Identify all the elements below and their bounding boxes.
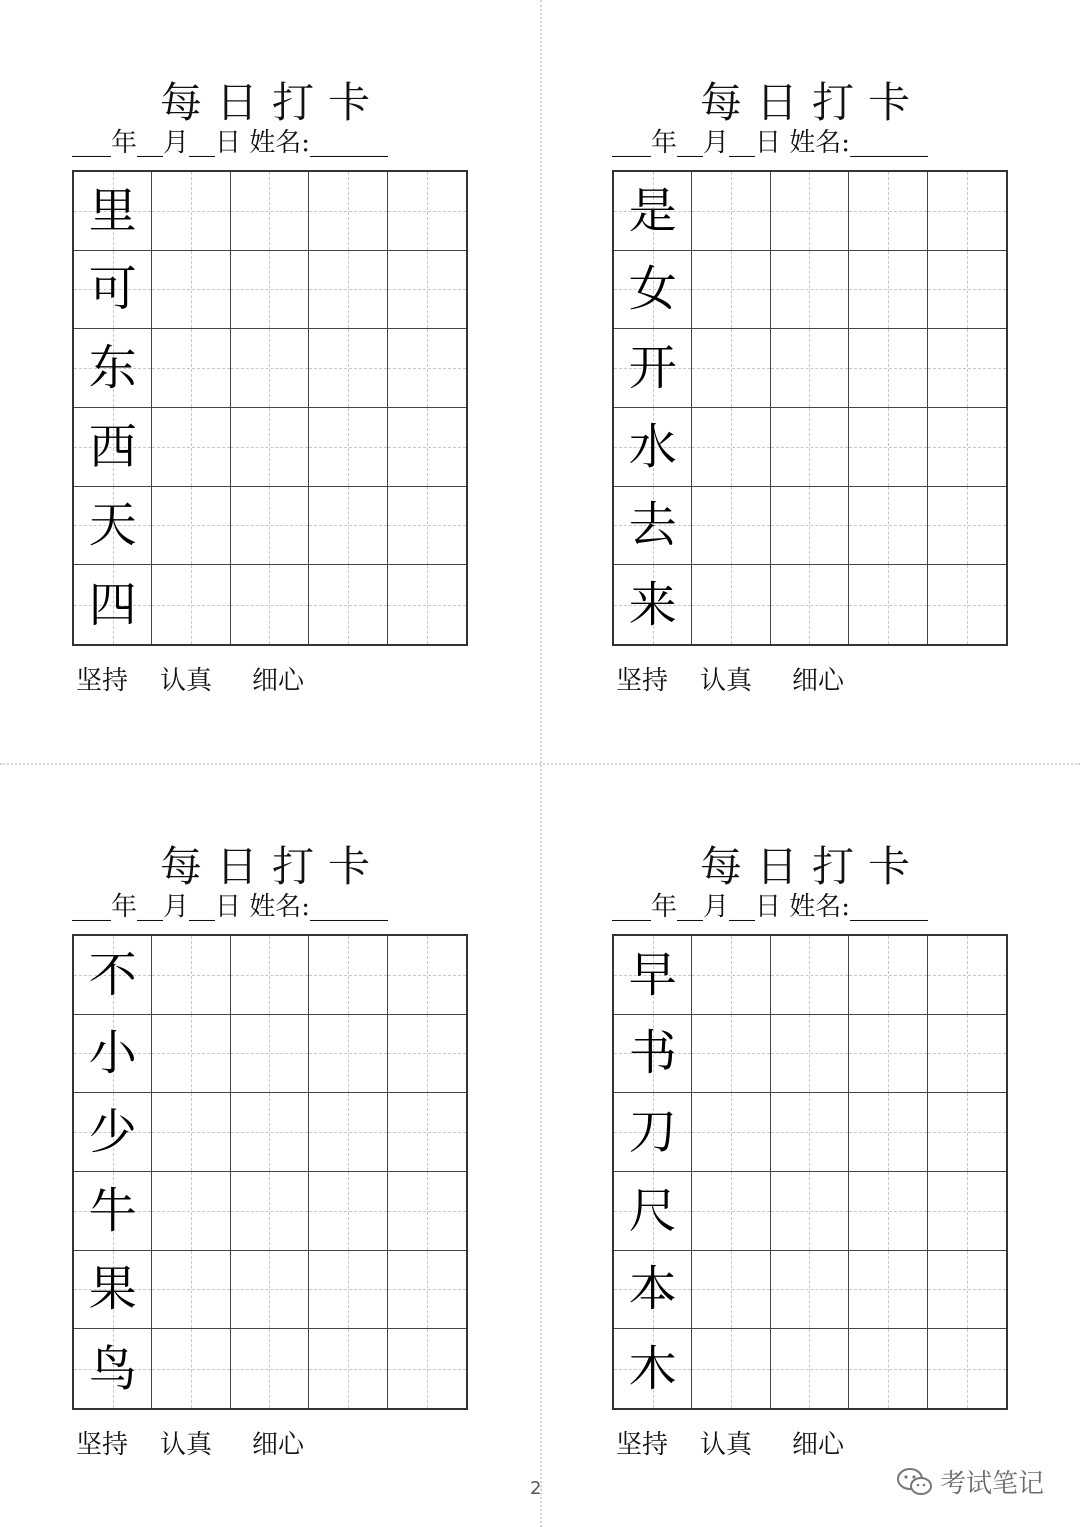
model-character: 天 <box>88 497 137 554</box>
model-character-cell <box>614 251 692 330</box>
practice-cell <box>849 1329 927 1408</box>
practice-cell <box>309 1329 387 1408</box>
practice-cell <box>771 1329 849 1408</box>
model-character: 牛 <box>88 1182 137 1239</box>
card-title: 每日打卡 <box>159 78 384 127</box>
practice-cell <box>692 1329 770 1408</box>
practice-cell <box>152 1251 230 1330</box>
practice-cell <box>152 172 230 251</box>
practice-cell <box>388 565 466 644</box>
practice-cell <box>309 487 387 566</box>
practice-cell <box>849 487 927 566</box>
practice-cell <box>231 936 309 1015</box>
model-character-cell <box>74 487 152 566</box>
motto-word: 细心 <box>792 666 845 696</box>
model-character: 书 <box>628 1025 677 1082</box>
practice-cell <box>309 565 387 644</box>
practice-cell <box>231 251 309 330</box>
motto-word: 坚持 <box>76 1430 129 1460</box>
practice-cell <box>849 565 927 644</box>
practice-cell <box>388 1093 466 1172</box>
model-character-cell <box>614 565 692 644</box>
practice-cell <box>152 408 230 487</box>
motto-line <box>616 660 844 697</box>
practice-cell <box>849 936 927 1015</box>
practice-cell <box>771 1172 849 1251</box>
motto-word: 认真 <box>160 1430 213 1460</box>
model-character: 果 <box>88 1261 137 1318</box>
motto-word: 细心 <box>252 666 305 696</box>
practice-card <box>72 842 472 1460</box>
practice-cell <box>388 1329 466 1408</box>
model-character: 尺 <box>628 1182 677 1239</box>
practice-cell <box>771 172 849 251</box>
model-character: 小 <box>88 1025 137 1082</box>
practice-cell <box>231 487 309 566</box>
practice-cell <box>231 1172 309 1251</box>
practice-cell <box>771 329 849 408</box>
practice-cell <box>231 329 309 408</box>
practice-cell <box>231 1251 309 1330</box>
writing-grid <box>612 170 1008 646</box>
model-character-cell <box>614 1251 692 1330</box>
motto-line <box>76 660 304 697</box>
practice-cell <box>388 487 466 566</box>
practice-cell <box>152 1329 230 1408</box>
date-name-line: ___年__月__日 姓名:______ <box>612 892 929 922</box>
motto-word: 认真 <box>160 666 213 696</box>
watermark <box>896 1463 1044 1500</box>
practice-cell <box>152 1093 230 1172</box>
practice-cell <box>388 329 466 408</box>
practice-cell <box>849 1251 927 1330</box>
watermark-text: 考试笔记 <box>940 1469 1045 1499</box>
practice-cell <box>771 1251 849 1330</box>
practice-cell <box>388 408 466 487</box>
model-character: 少 <box>88 1104 137 1161</box>
practice-cell <box>692 1251 770 1330</box>
model-character-cell <box>74 1251 152 1330</box>
motto-word: 认真 <box>700 666 753 696</box>
motto-line <box>76 1424 304 1461</box>
writing-grid <box>72 934 468 1410</box>
horizontal-cut-line <box>0 763 1080 765</box>
practice-cell <box>152 1172 230 1251</box>
practice-cell <box>928 172 1006 251</box>
wechat-icon <box>896 1466 934 1498</box>
practice-cell <box>849 1093 927 1172</box>
model-character: 可 <box>88 261 137 318</box>
practice-cell <box>771 1015 849 1094</box>
model-character: 里 <box>88 182 137 239</box>
model-character-cell <box>74 251 152 330</box>
practice-cell <box>231 1015 309 1094</box>
model-character-cell <box>74 1015 152 1094</box>
motto-word: 细心 <box>252 1430 305 1460</box>
practice-cell <box>692 487 770 566</box>
model-character-cell <box>74 1172 152 1251</box>
practice-cell <box>152 329 230 408</box>
practice-cell <box>928 1093 1006 1172</box>
practice-cell <box>771 1093 849 1172</box>
model-character-cell <box>74 408 152 487</box>
practice-cell <box>771 251 849 330</box>
practice-cell <box>309 172 387 251</box>
practice-cell <box>309 329 387 408</box>
model-character: 四 <box>88 576 137 633</box>
practice-cell <box>309 1015 387 1094</box>
practice-cell <box>388 172 466 251</box>
card-title: 每日打卡 <box>159 842 384 891</box>
model-character: 来 <box>628 576 677 633</box>
practice-card <box>612 78 1012 696</box>
practice-cell <box>771 936 849 1015</box>
model-character: 开 <box>628 340 677 397</box>
practice-cell <box>388 1015 466 1094</box>
practice-cell <box>309 1251 387 1330</box>
practice-cell <box>692 1172 770 1251</box>
model-character-cell <box>74 936 152 1015</box>
practice-card <box>72 78 472 696</box>
practice-cell <box>692 1093 770 1172</box>
motto-word: 认真 <box>700 1430 753 1460</box>
model-character: 去 <box>628 497 677 554</box>
practice-cell <box>771 565 849 644</box>
practice-cell <box>849 251 927 330</box>
model-character-cell <box>74 565 152 644</box>
practice-cell <box>928 251 1006 330</box>
practice-cell <box>152 936 230 1015</box>
model-character: 西 <box>88 418 137 475</box>
card-title: 每日打卡 <box>699 78 924 127</box>
model-character: 东 <box>88 340 137 397</box>
model-character: 本 <box>628 1261 677 1318</box>
practice-cell <box>928 1015 1006 1094</box>
practice-cell <box>928 1251 1006 1330</box>
model-character: 是 <box>628 182 677 239</box>
practice-cell <box>388 936 466 1015</box>
model-character-cell <box>614 329 692 408</box>
date-name-line: ___年__月__日 姓名:______ <box>72 892 389 922</box>
practice-cell <box>231 408 309 487</box>
practice-cell <box>309 251 387 330</box>
model-character: 鸟 <box>88 1340 137 1397</box>
writing-grid <box>612 934 1008 1410</box>
model-character: 刀 <box>628 1104 677 1161</box>
practice-cell <box>152 251 230 330</box>
practice-cell <box>849 329 927 408</box>
model-character: 女 <box>628 261 677 318</box>
writing-grid <box>72 170 468 646</box>
model-character-cell <box>614 487 692 566</box>
practice-cell <box>849 408 927 487</box>
model-character-cell <box>74 329 152 408</box>
practice-cell <box>692 1015 770 1094</box>
card-title: 每日打卡 <box>699 842 924 891</box>
practice-cell <box>388 251 466 330</box>
model-character-cell <box>614 1172 692 1251</box>
date-name-line: ___年__月__日 姓名:______ <box>612 128 929 158</box>
practice-cell <box>692 329 770 408</box>
practice-cell <box>231 1093 309 1172</box>
practice-cell <box>928 408 1006 487</box>
practice-cell <box>928 487 1006 566</box>
practice-cell <box>771 408 849 487</box>
page-number: 2 <box>530 1478 542 1499</box>
practice-cell <box>692 408 770 487</box>
practice-cell <box>231 1329 309 1408</box>
model-character: 早 <box>628 946 677 1003</box>
date-name-line: ___年__月__日 姓名:______ <box>72 128 389 158</box>
practice-cell <box>692 936 770 1015</box>
model-character: 木 <box>628 1340 677 1397</box>
practice-cell <box>849 172 927 251</box>
model-character-cell <box>614 408 692 487</box>
model-character-cell <box>614 1015 692 1094</box>
model-character: 水 <box>628 418 677 475</box>
motto-word: 坚持 <box>76 666 129 696</box>
practice-cell <box>388 1251 466 1330</box>
practice-cell <box>152 1015 230 1094</box>
practice-cell <box>152 487 230 566</box>
motto-word: 细心 <box>792 1430 845 1460</box>
motto-line <box>616 1424 844 1461</box>
model-character-cell <box>614 936 692 1015</box>
practice-cell <box>692 251 770 330</box>
practice-cell <box>771 487 849 566</box>
practice-cell <box>231 172 309 251</box>
model-character-cell <box>74 1329 152 1408</box>
practice-cell <box>309 408 387 487</box>
motto-word: 坚持 <box>616 666 669 696</box>
practice-cell <box>928 329 1006 408</box>
practice-cell <box>928 936 1006 1015</box>
practice-cell <box>928 565 1006 644</box>
practice-cell <box>309 936 387 1015</box>
practice-cell <box>692 172 770 251</box>
practice-cell <box>231 565 309 644</box>
model-character-cell <box>74 1093 152 1172</box>
practice-cell <box>309 1093 387 1172</box>
practice-cell <box>928 1329 1006 1408</box>
model-character-cell <box>614 172 692 251</box>
model-character-cell <box>74 172 152 251</box>
practice-cell <box>309 1172 387 1251</box>
practice-cell <box>388 1172 466 1251</box>
practice-cell <box>928 1172 1006 1251</box>
model-character-cell <box>614 1329 692 1408</box>
model-character: 不 <box>88 946 137 1003</box>
model-character-cell <box>614 1093 692 1172</box>
practice-card <box>612 842 1012 1460</box>
motto-word: 坚持 <box>616 1430 669 1460</box>
practice-cell <box>152 565 230 644</box>
practice-cell <box>849 1015 927 1094</box>
practice-cell <box>849 1172 927 1251</box>
practice-cell <box>692 565 770 644</box>
